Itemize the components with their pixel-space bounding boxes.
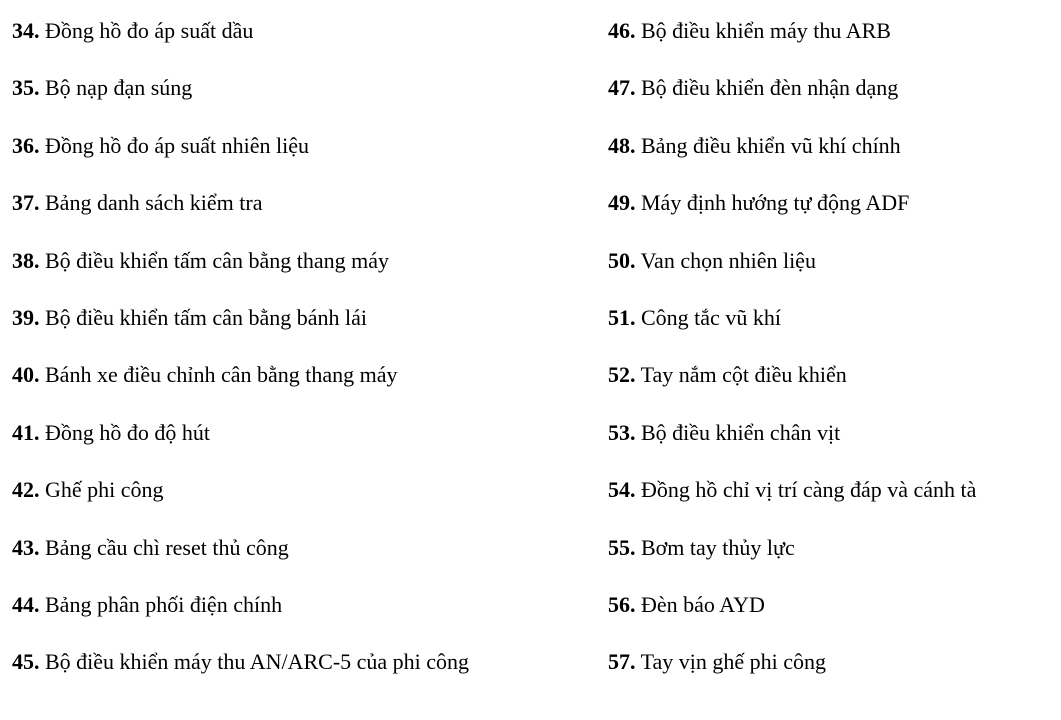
list-item-55 bbox=[608, 533, 1058, 563]
item-text: Bộ điều khiển đèn nhận dạng bbox=[635, 75, 899, 101]
item-text: Ghế phi công bbox=[39, 477, 164, 503]
item-text: Đèn báo AYD bbox=[635, 591, 765, 617]
item-text: Bảng cầu chì reset thủ công bbox=[39, 534, 289, 560]
list-item-48 bbox=[608, 131, 1058, 161]
item-text: Bảng danh sách kiểm tra bbox=[39, 190, 263, 216]
list-item-45 bbox=[12, 647, 512, 677]
item-text: Đồng hồ đo áp suất nhiên liệu bbox=[39, 132, 309, 158]
item-number: 56. bbox=[608, 591, 636, 617]
item-number: 39. bbox=[12, 304, 40, 330]
item-text: Bộ điều khiển tấm cân bằng bánh lái bbox=[39, 304, 367, 330]
item-number: 40. bbox=[12, 362, 40, 388]
item-number: 35. bbox=[12, 75, 40, 101]
item-text: Công tắc vũ khí bbox=[635, 304, 781, 330]
list-item-46 bbox=[608, 16, 1058, 46]
left-column-list bbox=[12, 16, 572, 705]
item-text: Máy định hướng tự động ADF bbox=[635, 190, 910, 216]
item-number: 54. bbox=[608, 477, 636, 503]
item-text: Bộ điều khiển chân vịt bbox=[635, 419, 841, 445]
list-item-47 bbox=[608, 73, 1058, 103]
item-number: 36. bbox=[12, 132, 40, 158]
item-number: 47. bbox=[608, 75, 636, 101]
item-text: Van chọn nhiên liệu bbox=[635, 247, 816, 273]
item-text: Bộ nạp đạn súng bbox=[39, 75, 193, 101]
item-text: Đồng hồ đo độ hút bbox=[39, 419, 210, 445]
list-item-54 bbox=[608, 475, 1058, 505]
list-item-44 bbox=[12, 590, 572, 620]
item-number: 42. bbox=[12, 477, 40, 503]
list-item-41 bbox=[12, 418, 572, 448]
item-text: Đồng hồ chỉ vị trí càng đáp và cánh tà bbox=[635, 477, 977, 503]
list-item-34 bbox=[12, 16, 572, 46]
list-item-49 bbox=[608, 188, 1058, 218]
item-number: 49. bbox=[608, 190, 636, 216]
item-number: 37. bbox=[12, 190, 40, 216]
item-number: 34. bbox=[12, 18, 40, 43]
list-item-57 bbox=[608, 647, 1058, 677]
list-item-43 bbox=[12, 533, 572, 563]
item-number: 44. bbox=[12, 591, 40, 617]
item-text: Bơm tay thủy lực bbox=[635, 534, 795, 560]
list-item-39 bbox=[12, 303, 572, 333]
item-text: Đồng hồ đo áp suất dầu bbox=[39, 18, 254, 43]
right-column-list bbox=[608, 16, 1058, 705]
list-item-56 bbox=[608, 590, 1058, 620]
list-item-51 bbox=[608, 303, 1058, 333]
item-number: 43. bbox=[12, 534, 40, 560]
item-number: 46. bbox=[608, 18, 636, 43]
item-number: 52. bbox=[608, 362, 636, 388]
item-text: Bảng điều khiển vũ khí chính bbox=[635, 132, 901, 158]
item-number: 57. bbox=[608, 649, 636, 675]
item-text: Bộ điều khiển tấm cân bằng thang máy bbox=[39, 247, 389, 273]
list-item-38 bbox=[12, 246, 572, 276]
item-text: Bộ điều khiển máy thu AN/ARC-5 của phi công bbox=[39, 649, 470, 675]
item-text: Bánh xe điều chỉnh cân bằng thang máy bbox=[39, 362, 398, 388]
item-text: Bảng phân phối điện chính bbox=[39, 591, 283, 617]
list-item-53 bbox=[608, 418, 1058, 448]
list-item-42 bbox=[12, 475, 572, 505]
item-number: 50. bbox=[608, 247, 636, 273]
list-item-35 bbox=[12, 73, 572, 103]
item-number: 51. bbox=[608, 304, 636, 330]
item-text: Tay vịn ghế phi công bbox=[635, 649, 827, 675]
item-number: 55. bbox=[608, 534, 636, 560]
item-text: Bộ điều khiển máy thu ARB bbox=[635, 18, 891, 43]
item-number: 53. bbox=[608, 419, 636, 445]
list-item-37 bbox=[12, 188, 572, 218]
list-item-50 bbox=[608, 246, 1058, 276]
item-number: 48. bbox=[608, 132, 636, 158]
item-number: 45. bbox=[12, 649, 40, 675]
list-item-36 bbox=[12, 131, 572, 161]
item-number: 38. bbox=[12, 247, 40, 273]
list-item-40 bbox=[12, 360, 572, 390]
item-text: Tay nắm cột điều khiển bbox=[635, 362, 847, 388]
item-number: 41. bbox=[12, 419, 40, 445]
list-item-52 bbox=[608, 360, 1058, 390]
